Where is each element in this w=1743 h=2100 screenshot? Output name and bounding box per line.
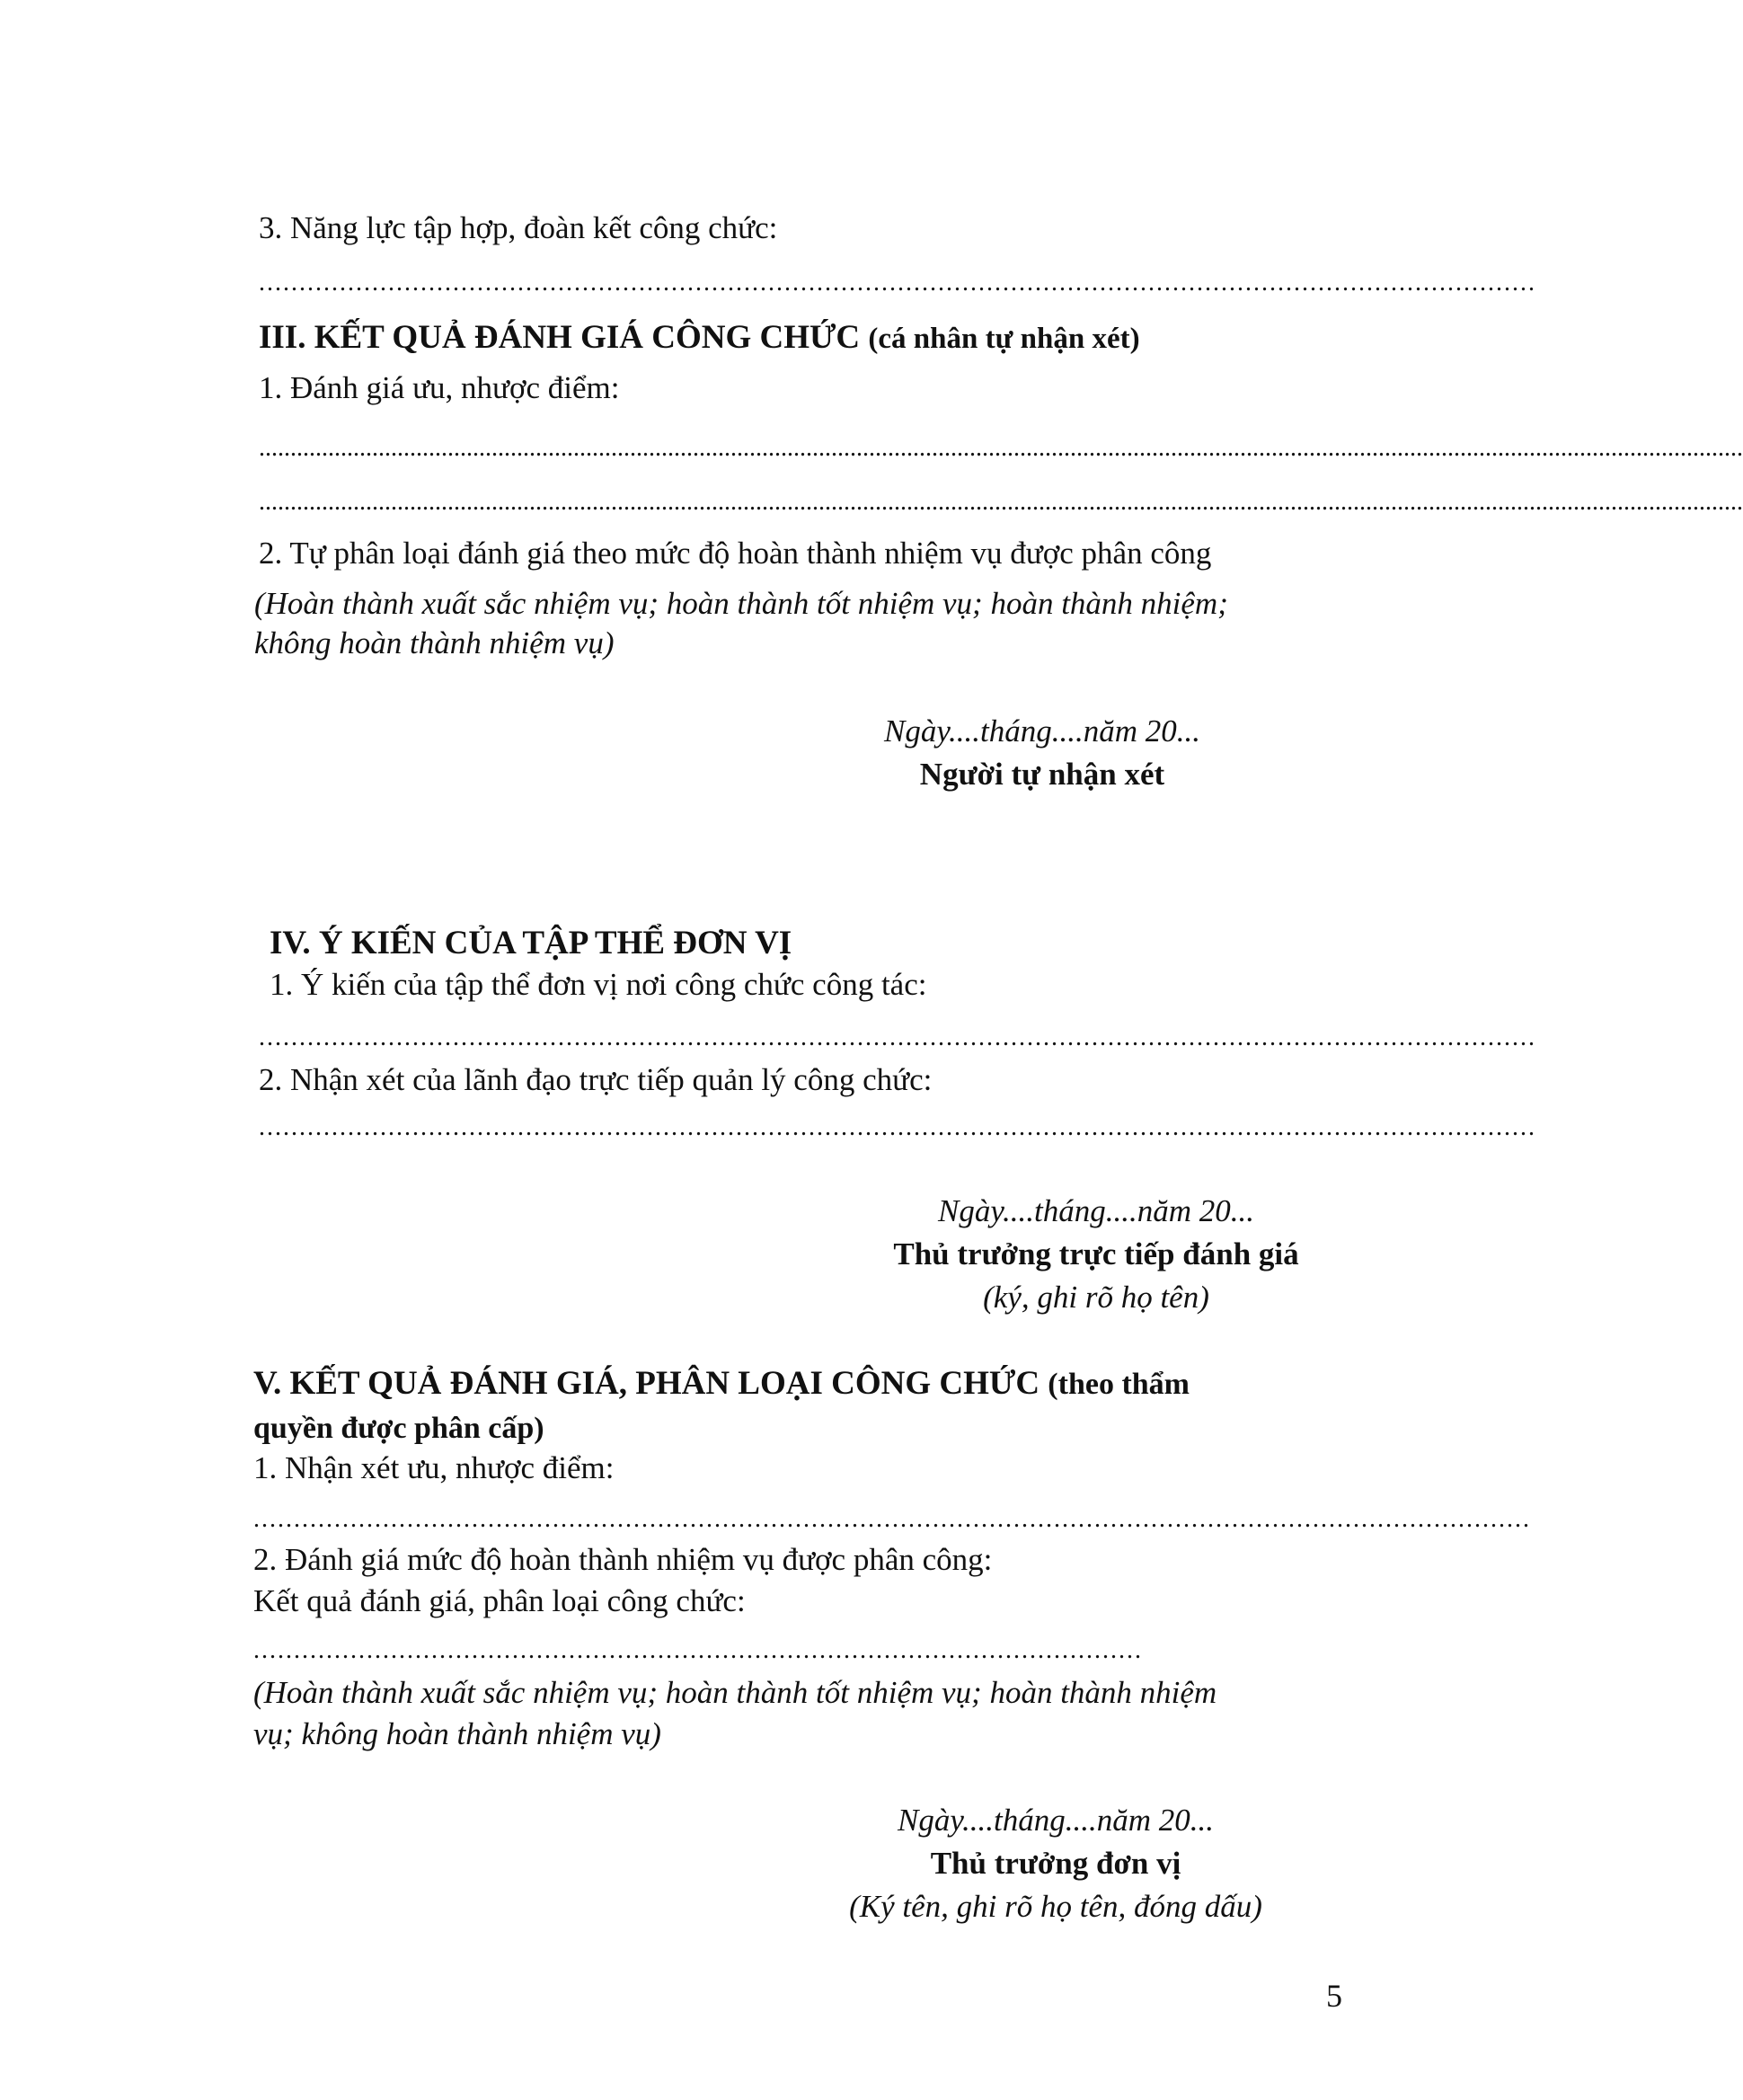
section-5-signer-note: (Ký tên, ghi rõ họ tên, đóng dấu) — [849, 1889, 1262, 1924]
fill-line-s3-1: ............................................................................................................................................................................................................................................ — [259, 434, 1743, 462]
section-3-title — [259, 320, 1140, 357]
fill-line-s5-1: .............................................................................................................................................................. — [253, 1505, 1531, 1533]
item-3-capability: 3. Năng lực tập hợp, đoàn kết công chức: — [259, 210, 778, 245]
section-4-item-1: 1. Ý kiến của tập thể đơn vị nơi công chức công tác: — [270, 967, 927, 1002]
fill-line-s4-1: .............................................................................................................................................................. — [259, 1023, 1536, 1051]
section-5-signer: Thủ trưởng đơn vị — [930, 1846, 1181, 1881]
fill-line-s3-2: ............................................................................................................................................................................................................................................ — [259, 488, 1743, 516]
section-4-signer: Thủ trưởng trực tiếp đánh giá — [893, 1236, 1299, 1272]
fill-line-s5-result: .............................................................................................................. — [253, 1636, 1143, 1664]
section-3-note-line-1: (Hoàn thành xuất sắc nhiệm vụ; hoàn thành tốt nhiệm vụ; hoàn thành nhiệm; — [254, 586, 1228, 621]
section-3-title-sub: (cá nhân tự nhận xét) — [868, 323, 1140, 355]
section-3-signer: Người tự nhận xét — [919, 757, 1165, 792]
page-number: 5 — [1326, 1978, 1342, 2014]
section-5-title-main: V. KẾT QUẢ ĐÁNH GIÁ, PHÂN LOẠI CÔNG CHỨC — [253, 1365, 1040, 1402]
section-5-item-2: 2. Đánh giá mức độ hoàn thành nhiệm vụ được phân công: — [253, 1542, 993, 1577]
section-4-title: IV. Ý KIẾN CỦA TẬP THỂ ĐƠN VỊ — [270, 925, 792, 961]
section-3-date: Ngày....tháng....năm 20... — [884, 713, 1200, 749]
section-5-title-sub-2: quyền được phân cấp) — [253, 1412, 544, 1445]
fill-line-s4-2: .............................................................................................................................................................. — [259, 1113, 1536, 1141]
section-4-item-2: 2. Nhận xét của lãnh đạo trực tiếp quản lý công chức: — [259, 1062, 933, 1097]
fill-line-item-3: .............................................................................................................................................................. — [259, 269, 1536, 297]
section-5-note-line-2: vụ; không hoàn thành nhiệm vụ) — [253, 1716, 661, 1751]
section-3-note-line-2: không hoàn thành nhiệm vụ) — [254, 625, 615, 660]
section-5-title — [253, 1366, 1190, 1403]
section-4-date: Ngày....tháng....năm 20... — [938, 1193, 1254, 1228]
section-5-note-line-1: (Hoàn thành xuất sắc nhiệm vụ; hoàn thành tốt nhiệm vụ; hoàn thành nhiệm — [253, 1675, 1217, 1710]
section-5-result-label: Kết quả đánh giá, phân loại công chức: — [253, 1583, 746, 1618]
section-4-signer-note: (ký, ghi rõ họ tên) — [983, 1280, 1209, 1315]
section-3-item-1: 1. Đánh giá ưu, nhược điểm: — [259, 370, 620, 405]
section-3-item-2: 2. Tự phân loại đánh giá theo mức độ hoàn thành nhiệm vụ được phân công — [259, 536, 1212, 571]
section-3-title-main: III. KẾT QUẢ ĐÁNH GIÁ CÔNG CHỨC — [259, 319, 861, 356]
section-5-item-1: 1. Nhận xét ưu, nhược điểm: — [253, 1450, 615, 1485]
section-5-date: Ngày....tháng....năm 20... — [898, 1803, 1214, 1838]
section-5-title-sub-1: (theo thẩm — [1048, 1368, 1190, 1401]
